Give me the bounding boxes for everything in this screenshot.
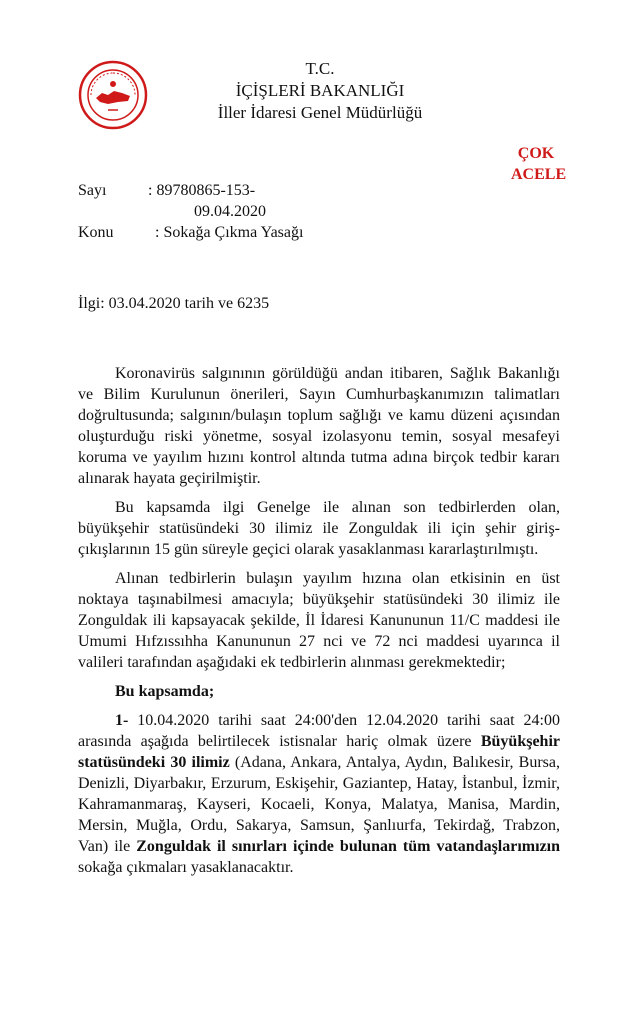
- p5-text-2: (Adana, Ankara, Antalya, Aydın, Balıkesir, Bursa, Denizli, Diyarbakır, Erzurum, Eskişehir, Gaziantep, Hatay, İstanbul, İzmir, Kahramanmaraş, Kayseri, Kocaeli, Konya, Malatya, Manisa, Mardin, Mersin, Muğla, Ordu, Sakarya, Samsun, Şanlıurfa, Tekirdağ, Trabzon, Van) ile: [78, 754, 561, 855]
- konu-label: Konu: [78, 224, 114, 241]
- letterhead: [150, 58, 490, 124]
- sayi-date: 09.04.2020: [194, 203, 266, 220]
- item-number: 1-: [115, 712, 129, 729]
- header-tc: T.C.: [305, 59, 335, 78]
- konu-value: : Sokağa Çıkma Yasağı: [155, 224, 304, 241]
- sayi-label: Sayı: [78, 182, 107, 199]
- paragraph-3: Alınan tedbirlerin bulaşın yayılım hızına olan etkisinin en üst noktaya taşınabilmesi amacıyla; büyükşehir statüsündeki 30 ilimiz ile Zonguldak ili kapsayacak şekilde, İl İdaresi Kanununun 11/C maddesi ile Umumi Hıfzıssıhha Kanununun 27 nci ve 72 nci maddesi uyarınca il valileri tarafından aşağıdaki ek tedbirlerin alınması gerekmektedir;: [78, 570, 560, 671]
- ministry-seal-icon: [78, 60, 148, 130]
- p5-bold-1: Büyükşehir statüsündeki 30 ilimiz: [78, 733, 560, 771]
- urgent-line-2: ACELE: [511, 166, 567, 183]
- paragraph-5: [78, 710, 560, 878]
- letter-body: [78, 363, 560, 878]
- sayi-value: : 89780865-153-: [148, 182, 256, 199]
- urgent-stamp: [511, 143, 567, 185]
- urgent-line-1: ÇOK: [517, 145, 555, 162]
- p5-text-3: sokağa çıkmaları yasaklanacaktır.: [78, 859, 294, 876]
- paragraph-4: Bu kapsamda;: [115, 683, 215, 700]
- ilgi-reference: İlgi: 03.04.2020 tarih ve 6235: [78, 295, 270, 312]
- header-ministry: İÇİŞLERİ BAKANLIĞI: [235, 81, 405, 100]
- header-directorate: İller İdaresi Genel Müdürlüğü: [217, 103, 423, 122]
- paragraph-2: Bu kapsamda ilgi Genelge ile alınan son tedbirlerden olan, büyükşehir statüsündeki 30 ilimiz ile Zonguldak ili için şehir giriş-çıkışlarının 15 gün süreyle geçici olarak yasaklanması kararlaştırılmıştı.: [78, 499, 560, 558]
- p5-bold-2: Zonguldak il sınırları içinde bulunan tüm vatandaşlarımızın: [136, 838, 561, 855]
- paragraph-1: Koronavirüs salgınının görüldüğü andan itibaren, Sağlık Bakanlığı ve Bilim Kurulunun önerileri, Sayın Cumhurbaşkanımızın talimatları doğrultusunda; salgının/bulaşın toplum sağlığı ve kamu düzeni açısından oluşturduğu riski yönetme, sosyal izolasyonu temin, sosyal mesafeyi koruma ve yayılım hızını kontrol altında tutma adına birçok tedbir kararı alınarak hayata geçirilmiştir.: [78, 365, 560, 487]
- p5-text-1: 10.04.2020 tarihi saat 24:00'den 12.04.2020 tarihi saat 24:00 arasında aşağıda belirtilecek istisnalar hariç olmak üzere: [78, 712, 560, 750]
